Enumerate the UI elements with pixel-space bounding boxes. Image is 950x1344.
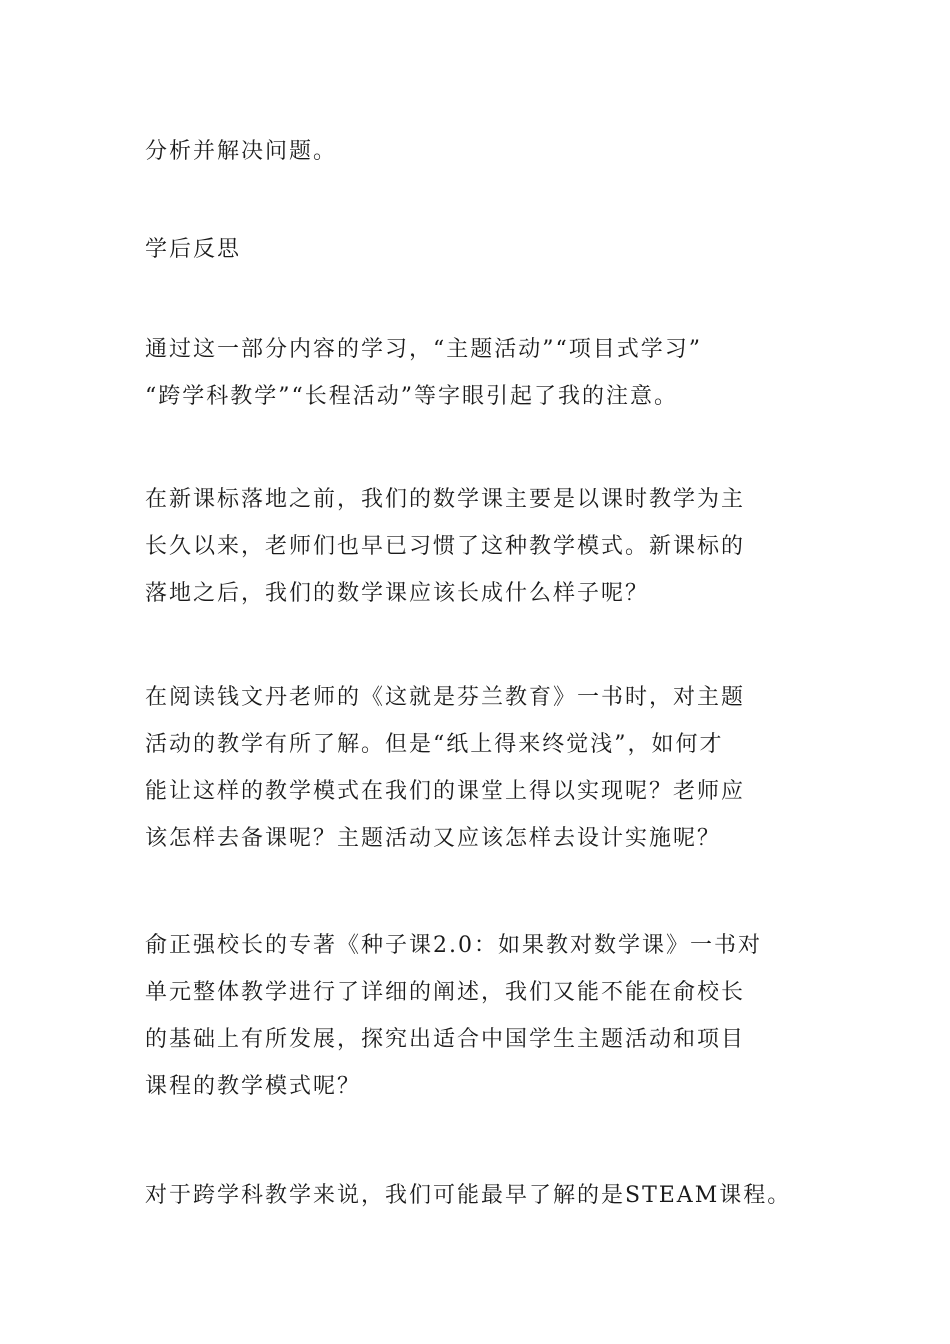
text-line: 课程的教学模式呢？ [145, 1074, 362, 1099]
text-line: 的基础上有所发展，探究出适合中国学生主题活动和项目 [145, 1027, 746, 1052]
text-line: 能让这样的教学模式在我们的课堂上得以实现呢？老师应 [145, 779, 746, 804]
section-heading-reflection [145, 226, 810, 273]
text-line: 在阅读钱文丹老师的《这就是芬兰教育》一书时，对主题 [145, 685, 746, 710]
text-line: 学后反思 [145, 237, 242, 262]
paragraph-new-curriculum [145, 476, 810, 617]
text-line: 通过这一部分内容的学习，“主题活动”“项目式学习” [145, 337, 702, 362]
paragraph-seed-lesson [145, 922, 810, 1110]
paragraph-steam [145, 1172, 810, 1219]
text-line: 俞正强校长的专著《种子课2.0：如果教对数学课》一书对 [145, 933, 762, 958]
paragraph-finland-education [145, 674, 810, 862]
text-line: 该怎样去备课呢？主题活动又应该怎样去设计实施呢？ [145, 826, 722, 851]
paragraph-conclusion [145, 128, 810, 175]
paragraph-keywords [145, 326, 810, 420]
text-line: 单元整体教学进行了详细的阐述，我们又能不能在俞校长 [145, 980, 746, 1005]
text-line: 对于跨学科教学来说，我们可能最早了解的是STEAM课程。 [145, 1183, 792, 1208]
text-line: 在新课标落地之前，我们的数学课主要是以课时教学为主 [145, 487, 746, 512]
text-line: 长久以来，老师们也早已习惯了这种教学模式。新课标的 [145, 534, 746, 559]
text-line: 活动的教学有所了解。但是“纸上得来终觉浅”，如何才 [145, 732, 724, 757]
text-line: 落地之后，我们的数学课应该长成什么样子呢？ [145, 581, 650, 606]
text-line: 分析并解决问题。 [145, 139, 338, 164]
text-line: “跨学科教学”“长程活动”等字眼引起了我的注意。 [145, 384, 678, 409]
